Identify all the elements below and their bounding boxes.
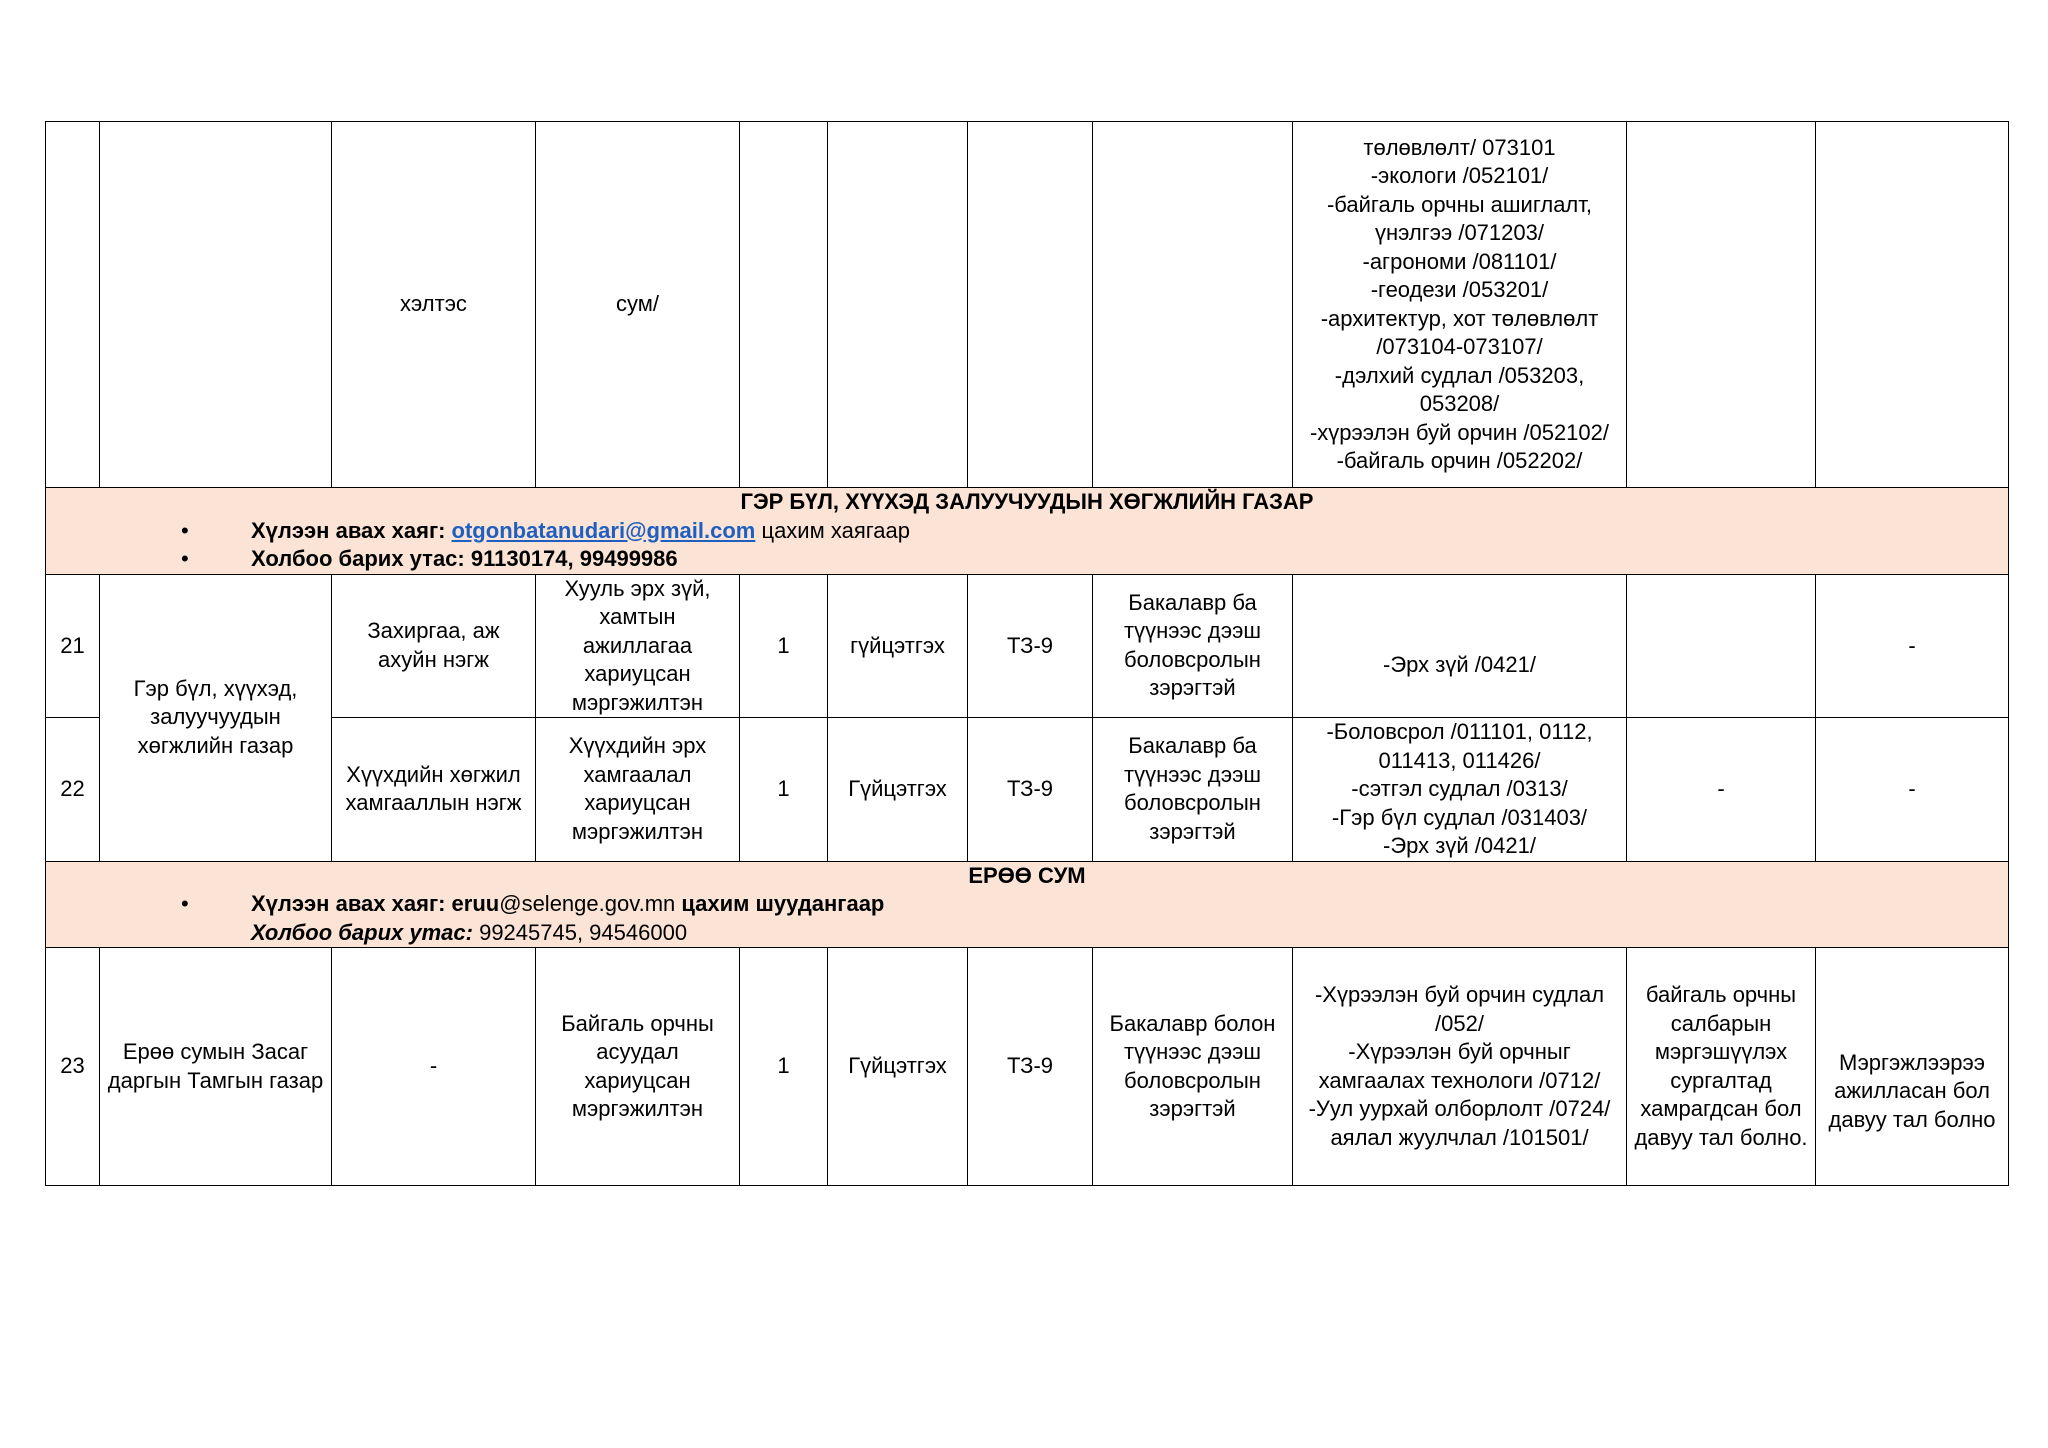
cell-unit: Хүүхдийн хөгжил хамгааллын нэгж <box>332 718 536 862</box>
phone-label: Холбоо барих утас: <box>251 919 480 945</box>
section-title: ГЭР БҮЛ, ХҮҮХЭД ЗАЛУУЧУУДЫН ХӨГЖЛИЙН ГАЗАР <box>740 489 1314 514</box>
cell-org: Ерөө сумын Засаг даргын Тамгын газар <box>100 948 332 1186</box>
specialty-line: -Хүрээлэн буй орчныг хамгаалах технологи /0712/ <box>1318 1039 1601 1093</box>
cell-extra2 <box>1816 122 2009 488</box>
phone-label: Холбоо барих утас: 91130174, 99499986 <box>251 546 678 571</box>
cell-education <box>1093 122 1293 488</box>
cell-rank: Гүйцэтгэх <box>828 948 968 1186</box>
email-label: Хүлээн авах хаяг: <box>251 517 452 543</box>
cell-grade: ТЗ-9 <box>968 948 1093 1186</box>
contact-phone-line <box>46 545 2008 574</box>
specialty-line: -экологи /052101/ <box>1370 163 1549 188</box>
specialty-line: -сэтгэл судлал /0313/ <box>1351 776 1568 801</box>
specialty-line: -Гэр бүл судлал /031403/ <box>1331 804 1588 830</box>
specialty-line: -Эрх зүй /0421/ <box>1383 833 1536 858</box>
cell-extra1: - <box>1627 718 1816 862</box>
cell-position: Байгаль орчны асуудал хариуцсан мэргэжилтэн <box>536 948 740 1186</box>
cell-grade <box>968 122 1093 488</box>
cell-count <box>740 122 828 488</box>
specialty-line: төлөвлөлт/ 073101 <box>1363 134 1556 160</box>
cell-count: 1 <box>740 718 828 862</box>
phone-value: 99245745, 94546000 <box>479 919 688 945</box>
cell-org: Гэр бүл, хүүхэд, залуучуудын хөгжлийн газар <box>100 574 332 861</box>
cell-unit: Захиргаа, аж ахуйн нэгж <box>332 574 536 718</box>
contact-email-line <box>46 890 2008 919</box>
table-row <box>46 718 2009 862</box>
table-row <box>46 948 2009 1186</box>
cell-education: Бакалавр ба түүнээс дээш боловсролын зэрэгтэй <box>1093 574 1293 718</box>
email-label: Хүлээн авах хаяг: <box>251 891 452 916</box>
table-row <box>46 574 2009 718</box>
section-header-eroo-sum <box>46 861 2009 948</box>
section-title: ЕРӨӨ СУМ <box>968 862 1086 888</box>
table-row-continued <box>46 122 2009 488</box>
cell-grade: ТЗ-9 <box>968 718 1093 862</box>
cell-extra1: байгаль орчны салбарын мэргэшүүлэх сургалтад хамрагдсан бол давуу тал болно. <box>1627 948 1816 1186</box>
cell-specialty <box>1293 718 1627 862</box>
cell-rank: Гүйцэтгэх <box>828 718 968 862</box>
cell-num: 23 <box>46 948 100 1186</box>
vacancy-table <box>45 121 2009 1186</box>
cell-specialty <box>1293 122 1627 488</box>
contact-phone-line <box>46 919 2008 948</box>
specialty-line: -Боловсрол /011101, 0112, 011413, 011426/ <box>1326 719 1593 773</box>
cell-unit: хэлтэс <box>332 122 536 488</box>
section-header-family-youth <box>46 488 2009 575</box>
cell-extra2: - <box>1816 718 2009 862</box>
cell-extra2: - <box>1816 574 2009 718</box>
cell-rank: гүйцэтгэх <box>828 574 968 718</box>
cell-position: Хүүхдийн эрх хамгаалал хариуцсан мэргэжилтэн <box>536 718 740 862</box>
cell-specialty <box>1293 574 1627 718</box>
bullet-icon: • <box>181 891 189 916</box>
cell-count: 1 <box>740 948 828 1186</box>
cell-position: Хууль эрх зүй, хамтын ажиллагаа хариуцсан мэргэжилтэн <box>536 574 740 718</box>
specialty-line: -Хүрээлэн буй орчин судлал /052/ <box>1314 982 1605 1036</box>
cell-rank <box>828 122 968 488</box>
cell-position: сум/ <box>536 122 740 488</box>
specialty-line: -геодези /053201/ <box>1370 277 1549 302</box>
cell-unit: - <box>332 948 536 1186</box>
cell-num <box>46 122 100 488</box>
email-suffix: цахим хаягаар <box>755 517 910 543</box>
bullet-icon: • <box>181 517 189 543</box>
specialty-line: аялал жуулчлал /101501/ <box>1330 1124 1589 1150</box>
cell-specialty <box>1293 948 1627 1186</box>
specialty-line: -байгаль орчин /052202/ <box>1336 448 1583 473</box>
cell-extra1 <box>1627 122 1816 488</box>
email-link[interactable]: otgonbatanudari@gmail.com <box>451 517 756 543</box>
email-user: eruu <box>451 891 500 916</box>
specialty-line: -Эрх зүй /0421/ <box>1383 651 1536 677</box>
cell-num: 21 <box>46 574 100 718</box>
cell-count: 1 <box>740 574 828 718</box>
cell-education: Бакалавр ба түүнээс дээш боловсролын зэрэгтэй <box>1093 718 1293 862</box>
cell-grade: ТЗ-9 <box>968 574 1093 718</box>
specialty-line: -хүрээлэн буй орчин /052102/ <box>1309 419 1609 445</box>
cell-num: 22 <box>46 718 100 862</box>
cell-extra1 <box>1627 574 1816 718</box>
contact-email-line <box>46 517 2008 546</box>
specialty-line: -байгаль орчны ашиглалт, үнэлгээ /071203/ <box>1326 191 1593 245</box>
cell-education: Бакалавр болон түүнээс дээш боловсролын зэрэгтэй <box>1093 948 1293 1186</box>
email-suffix: цахим шуудангаар <box>675 891 885 916</box>
bullet-icon: • <box>181 546 189 571</box>
cell-org <box>100 122 332 488</box>
cell-extra2: Мэргэжлээрээ ажилласан бол давуу тал болно <box>1816 948 2009 1186</box>
specialty-line: -архитектур, хот төлөвлөлт /073104-073107/ <box>1320 305 1599 359</box>
specialty-line: -дэлхий судлал /053203, 053208/ <box>1334 362 1585 416</box>
specialty-line: -Уул уурхай олборлолт /0724/ <box>1308 1096 1611 1121</box>
email-domain[interactable]: @selenge.gov.mn <box>499 891 676 916</box>
specialty-line: -агрономи /081101/ <box>1362 248 1557 274</box>
